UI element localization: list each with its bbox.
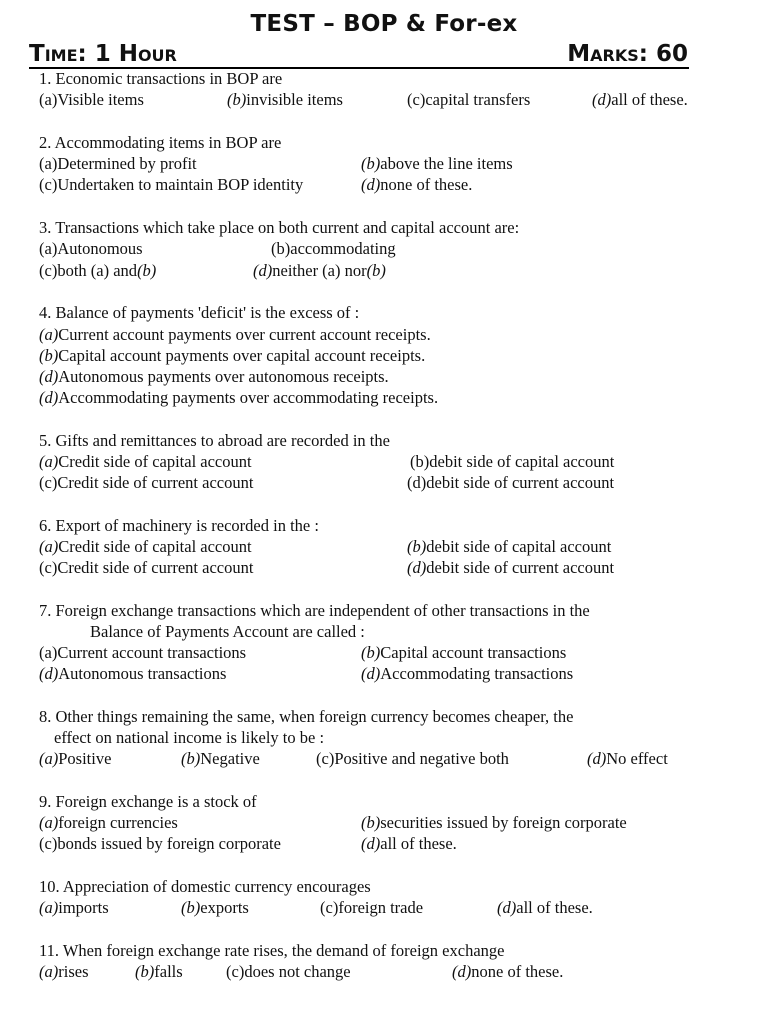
option-text: imports <box>58 898 109 917</box>
option-label: (b) <box>227 90 247 109</box>
option-text: capital transfers <box>425 90 531 109</box>
option-text: Autonomous <box>57 239 143 258</box>
option-label: (a) <box>39 537 59 556</box>
question-8-stem: 8. Other things remaining the same, when foreign currency becomes cheaper, the <box>39 707 574 726</box>
option-text: Positive <box>58 749 112 768</box>
option-text: debit side of current account <box>426 473 615 492</box>
option-label: (b) <box>410 452 430 471</box>
option-label: (c) <box>39 473 58 492</box>
option-label: (b) <box>361 154 381 173</box>
option-label: (d) <box>361 175 381 194</box>
option-text: none of these. <box>380 175 473 194</box>
option-label: (d) <box>452 962 472 981</box>
option-label: (b) <box>407 537 427 556</box>
option-label: (a) <box>39 898 59 917</box>
option-text: both (a) and <box>57 261 138 280</box>
option-text: all of these. <box>516 898 593 917</box>
option-label: (a) <box>39 154 58 173</box>
option-label: (b) <box>361 813 381 832</box>
option-text: Negative <box>200 749 260 768</box>
option-label: (d) <box>407 558 427 577</box>
option-text: Undertaken to maintain BOP identity <box>57 175 304 194</box>
option-label: (c) <box>39 834 58 853</box>
option-text: Accommodating transactions <box>380 664 574 683</box>
question-2-stem: 2. Accommodating items in BOP are <box>39 133 282 152</box>
question-4-option-b <box>39 345 425 366</box>
option-label: (d) <box>407 473 427 492</box>
option-label: (a) <box>39 962 59 981</box>
question-7-stem-cont: Balance of Payments Account are called : <box>90 622 365 641</box>
option-label: (a) <box>39 643 58 662</box>
option-text: debit side of current account <box>426 558 615 577</box>
option-text: Visible items <box>57 90 144 109</box>
option-label: (d) <box>39 367 59 386</box>
question-6-stem: 6. Export of machinery is recorded in the : <box>39 516 319 535</box>
time-label: Time: 1 Hour <box>29 41 177 67</box>
option-text: Credit side of capital account <box>58 452 252 471</box>
question-5-stem: 5. Gifts and remittances to abroad are recorded in the <box>39 431 390 450</box>
option-text: debit side of capital account <box>426 537 612 556</box>
option-label: (a) <box>39 239 58 258</box>
question-11-stem: 11. When foreign exchange rate rises, the demand of foreign exchange <box>39 941 505 960</box>
option-text: all of these. <box>611 90 688 109</box>
option-label: (a) <box>39 325 59 344</box>
question-7-stem: 7. Foreign exchange transactions which are independent of other transactions in the <box>39 601 590 620</box>
option-label: (b) <box>135 962 155 981</box>
option-text: Determined by profit <box>57 154 197 173</box>
option-text: Accommodating payments over accommodating receipts. <box>58 388 439 407</box>
option-label: (b) <box>181 898 201 917</box>
option-label: (a) <box>39 452 59 471</box>
option-label: (b) <box>271 239 291 258</box>
option-text: falls <box>154 962 183 981</box>
option-text: all of these. <box>380 834 457 853</box>
option-text: rises <box>58 962 89 981</box>
option-label: (c) <box>320 898 339 917</box>
option-label: (d) <box>497 898 517 917</box>
question-4-option-d <box>39 387 438 408</box>
option-text: exports <box>200 898 249 917</box>
option-text: Credit side of current account <box>57 558 254 577</box>
option-label: (a) <box>39 90 58 109</box>
option-label: (d) <box>361 834 381 853</box>
option-text: neither (a) nor <box>272 261 367 280</box>
option-text: Positive and negative both <box>334 749 509 768</box>
option-ref: (b) <box>137 261 157 280</box>
option-ref: (b) <box>366 261 386 280</box>
option-text: Current account payments over current account receipts. <box>58 325 431 344</box>
option-label: (d) <box>587 749 607 768</box>
option-label: (a) <box>39 749 59 768</box>
option-label: (d) <box>361 664 381 683</box>
option-label: (c) <box>39 558 58 577</box>
option-text: foreign trade <box>338 898 424 917</box>
option-text: invisible items <box>246 90 343 109</box>
option-text: Credit side of capital account <box>58 537 252 556</box>
option-label: (b) <box>181 749 201 768</box>
option-label: (b) <box>361 643 381 662</box>
option-label: (d) <box>253 261 273 280</box>
question-4-option-c <box>39 366 389 387</box>
question-9-stem: 9. Foreign exchange is a stock of <box>39 792 257 811</box>
option-text: Capital account payments over capital account receipts. <box>58 346 426 365</box>
option-text: Autonomous payments over autonomous receipts. <box>58 367 389 386</box>
option-text: foreign currencies <box>58 813 178 832</box>
option-text: above the line items <box>380 154 513 173</box>
option-label: (a) <box>39 813 59 832</box>
question-4-stem: 4. Balance of payments 'deficit' is the excess of : <box>39 303 360 322</box>
option-text: accommodating <box>290 239 396 258</box>
option-label: (c) <box>316 749 335 768</box>
option-text: Current account transactions <box>57 643 247 662</box>
question-10-stem: 10. Appreciation of domestic currency encourages <box>39 877 371 896</box>
question-1-stem: 1. Economic transactions in BOP are <box>39 69 283 88</box>
option-text: No effect <box>606 749 668 768</box>
option-label: (c) <box>226 962 245 981</box>
option-text: does not change <box>244 962 351 981</box>
option-text: Autonomous transactions <box>58 664 227 683</box>
option-text: none of these. <box>471 962 564 981</box>
option-label: (d) <box>39 388 59 407</box>
option-label: (b) <box>39 346 59 365</box>
option-text: debit side of capital account <box>429 452 615 471</box>
option-label: (c) <box>39 175 58 194</box>
option-label: (c) <box>407 90 426 109</box>
option-text: Credit side of current account <box>57 473 254 492</box>
option-text: Capital account transactions <box>380 643 567 662</box>
option-label: (c) <box>39 261 58 280</box>
option-text: securities issued by foreign corporate <box>380 813 627 832</box>
marks-label: Marks: 60 <box>567 41 688 67</box>
question-4-option-a <box>39 324 431 345</box>
question-3-stem: 3. Transactions which take place on both current and capital account are: <box>39 218 520 237</box>
test-title: TEST – BOP & For-ex <box>250 11 518 37</box>
option-label: (d) <box>592 90 612 109</box>
option-label: (d) <box>39 664 59 683</box>
option-text: bonds issued by foreign corporate <box>57 834 281 853</box>
question-8-stem-cont: effect on national income is likely to be : <box>54 728 325 747</box>
